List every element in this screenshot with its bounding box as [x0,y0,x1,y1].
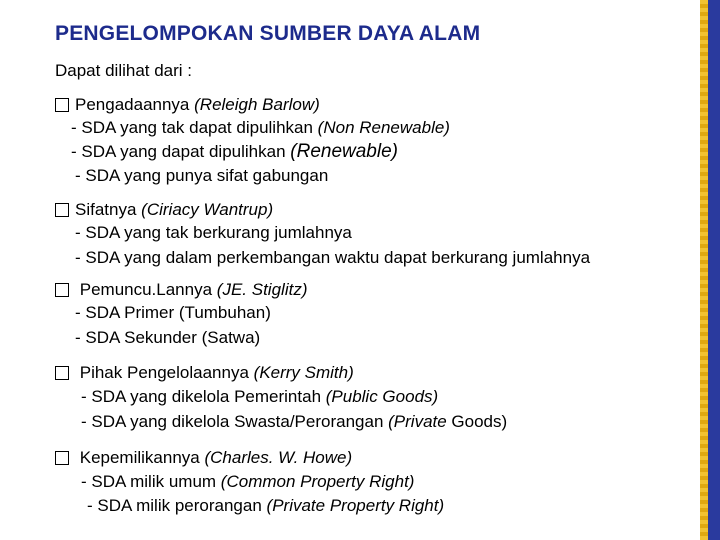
intro-text: Dapat dilihat dari : [55,61,193,80]
group-heading: Pemuncu.Lannya (JE. Stiglitz) [55,279,307,301]
group-heading: Pihak Pengelolaannya (Kerry Smith) [55,362,354,384]
checkbox-icon [55,451,69,465]
list-item: - SDA yang dikelola Swasta/Perorangan (Private Goods) [81,412,508,431]
list-item: - SDA yang punya sifat gabungan [75,166,329,185]
checkbox-icon [55,203,69,217]
list-item: - SDA yang dikelola Pemerintah (Public Goods) [81,387,439,406]
list-item: - SDA yang tak dapat dipulihkan (Non Renewable) [71,118,450,137]
list-item: - SDA milik umum (Common Property Right) [81,472,415,491]
checkbox-icon [55,98,69,112]
group-label: Pengadaannya [75,95,190,114]
decorative-side-bar [708,0,720,540]
list-item: - SDA yang tak berkurang jumlahnya [75,223,352,242]
group-heading [55,94,320,116]
list-item: - SDA yang dapat dipulihkan (Renewable) [71,141,398,162]
list-item: - SDA Sekunder (Satwa) [75,328,261,347]
checkbox-icon [55,366,69,380]
list-item: - SDA yang dalam perkembangan waktu dapat berkurang jumlahnya [75,248,591,267]
group-source: (Releigh Barlow) [194,95,320,114]
group-heading: Kepemilikannya (Charles. W. Howe) [55,447,352,469]
slide-title: PENGELOMPOKAN SUMBER DAYA ALAM [55,22,481,45]
checkbox-icon [55,283,69,297]
list-item: - SDA Primer (Tumbuhan) [75,303,271,322]
list-item: - SDA milik perorangan (Private Property Right) [87,496,445,515]
group-heading: Sifatnya (Ciriacy Wantrup) [55,199,273,221]
